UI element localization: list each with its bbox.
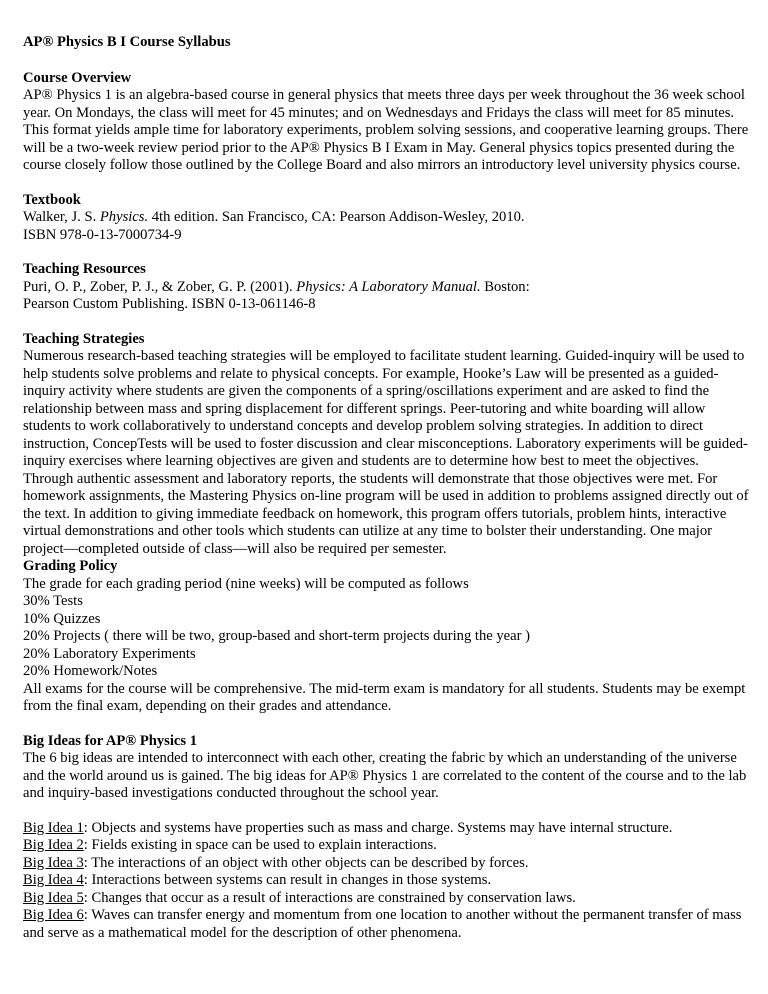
grading-policy-heading: Grading Policy (23, 558, 118, 574)
big-idea-5-link[interactable]: Big Idea 5 (23, 889, 84, 906)
big-idea-3-link[interactable]: Big Idea 3 (23, 854, 84, 871)
big-idea-item (23, 890, 752, 908)
big-idea-3-text: : The interactions of an object with other objects can be described by forces. (83, 854, 529, 871)
big-idea-1-link[interactable]: Big Idea 1 (23, 819, 84, 836)
textbook-title: Physics. (99, 209, 149, 225)
textbook-heading: Textbook (23, 191, 81, 208)
grading-item-projects: 20% Projects ( there will be two, group-based and short-term projects during the year ) (23, 628, 530, 644)
big-idea-6-text: : Waves can transfer energy and momentum from one location to another without the permanent transfer of mass and serve as a mathematical model for the description of other phenomena. (23, 907, 742, 941)
teaching-resources-section (23, 261, 752, 314)
big-ideas-heading: Big Ideas for AP® Physics 1 (23, 732, 198, 749)
course-overview-section (23, 70, 752, 175)
textbook-publication: 4th edition. San Francisco, CA: Pearson Addison-Wesley, 2010. (148, 209, 525, 225)
big-idea-2-link[interactable]: Big Idea 2 (23, 837, 84, 853)
grading-policy-section (23, 558, 752, 716)
grading-item-tests: 30% Tests (23, 593, 83, 609)
big-idea-item (23, 837, 752, 855)
grading-item-quizzes: 10% Quizzes (23, 610, 101, 627)
textbook-section (23, 192, 752, 245)
textbook-citation (23, 209, 752, 227)
big-ideas-section (23, 733, 752, 943)
resources-location: Boston: (480, 278, 530, 295)
teaching-resources-heading: Teaching Resources (23, 261, 146, 277)
grading-closing: All exams for the course will be comprehensive. The mid-term exam is mandatory for all students. Students may be exempt from the final exam, depending on their grades and attendance. (23, 680, 746, 714)
big-idea-5-text: : Changes that occur as a result of interactions are constrained by conservation laws. (83, 889, 576, 906)
resources-authors: Puri, O. P., Zober, P. J., & Zober, G. P. (2001). (23, 278, 297, 295)
big-idea-item (23, 855, 752, 873)
resources-publisher: Pearson Custom Publishing. ISBN 0-13-061146-8 (23, 296, 316, 312)
resources-citation (23, 279, 752, 297)
big-idea-2-text: : Fields existing in space can be used to explain interactions. (83, 837, 437, 853)
resources-title: Physics: A Laboratory Manual. (296, 278, 481, 295)
big-idea-4-text: : Interactions between systems can result in changes in those systems. (83, 872, 492, 888)
grading-item-labs: 20% Laboratory Experiments (23, 645, 196, 662)
big-idea-item (23, 907, 752, 942)
teaching-strategies-heading: Teaching Strategies (23, 330, 145, 347)
big-idea-6-link[interactable]: Big Idea 6 (23, 907, 84, 923)
big-idea-1-text: : Objects and systems have properties such as mass and charge. Systems may have internal structure. (83, 819, 673, 836)
big-idea-item (23, 820, 752, 838)
big-idea-4-link[interactable]: Big Idea 4 (23, 872, 84, 888)
textbook-author: Walker, J. S. (23, 209, 100, 225)
grading-item-homework: 20% Homework/Notes (23, 663, 158, 679)
teaching-strategies-section (23, 331, 752, 559)
document-title: AP® Physics B I Course Syllabus (23, 34, 231, 50)
big-ideas-list (23, 820, 752, 943)
big-idea-item (23, 872, 752, 890)
teaching-strategies-text: Numerous research-based teaching strategies will be employed to facilitate student learning. Guided-inquiry will be used to help students solve problems and relate to physical concepts. For example, Hooke’s Law will be presented as a guided-inquiry activity where students are given the components of a spring/oscillations experiment and are asked to find the relationship between mass and spring displacement for different springs. Peer-tutoring and white boarding will allow students to work collaboratively to understand concepts and develop problem solving strategies. In addition to direct instruction, ConcepTests will be used to foster discussion and clear misconceptions. Laboratory experiments will be guided-inquiry exercises where learning objectives are given and students are to determine how best to meet the objectives. Through authentic assessment and laboratory reports, the students will demonstrate that those objectives were met. For homework assignments, the Mastering Physics on-line program will be used in addition to problems assigned directly out of the text. In addition to giving immediate feedback on homework, this program offers tutorials, problem hints, interactive virtual demonstrations and other tools which students can utilize at any time to bolster their understanding. One major project—completed outside of class—will also be required per semester. (23, 348, 749, 557)
course-overview-text: AP® Physics 1 is an algebra-based course in general physics that meets three days per week throughout the 36 week school year. On Mondays, the class will meet for 45 minutes; and on Wednesdays and Fridays the class will meet for 85 minutes. This format yields ample time for laboratory experiments, problem solving sessions, and cooperative learning groups. There will be a two-week review period prior to the AP® Physics B I Exam in May. General physics topics presented during the course closely follow those outlined by the College Board and also mirrors an introductory level university physics course. (23, 87, 749, 173)
big-ideas-intro: The 6 big ideas are intended to interconnect with each other, creating the fabric by which an understanding of the universe and the world around us is gained. The big ideas for AP® Physics 1 are correlated to the content of the course and to the lab and inquiry-based investigations conducted throughout the school year. (23, 750, 747, 801)
textbook-isbn: ISBN 978-0-13-7000734-9 (23, 226, 182, 243)
grading-intro: The grade for each grading period (nine weeks) will be computed as follows (23, 575, 469, 592)
course-overview-heading: Course Overview (23, 69, 132, 86)
